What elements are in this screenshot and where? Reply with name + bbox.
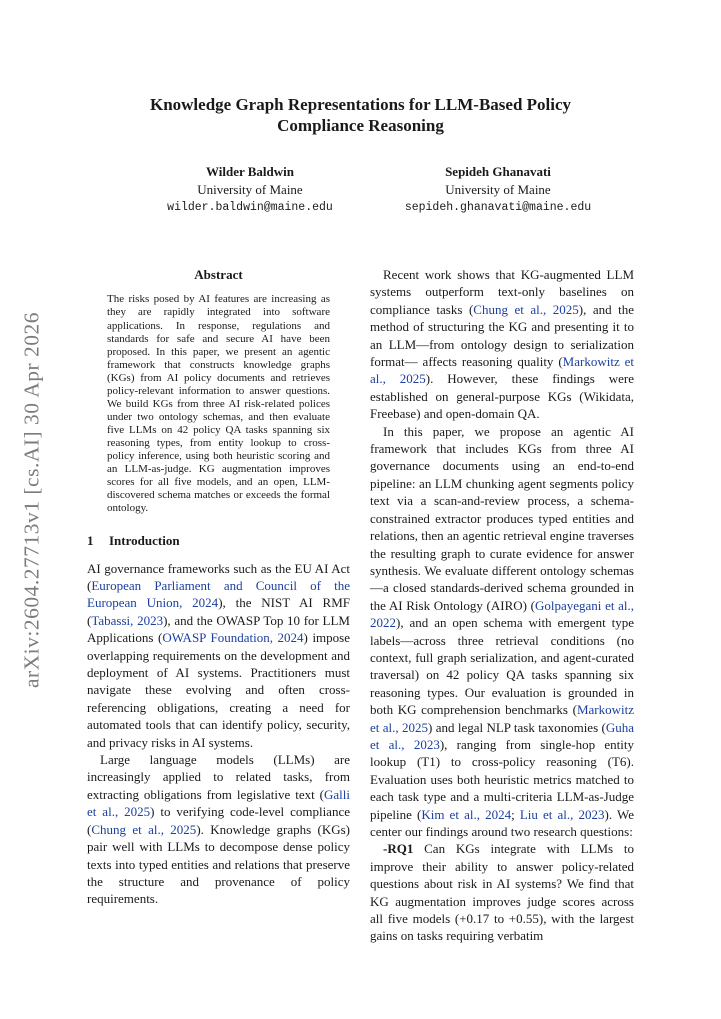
- title-line-2: Compliance Reasoning: [277, 116, 444, 135]
- author-block-2: [368, 163, 628, 217]
- paragraph-text: ), and the method of structuring the KG and presenting it to an LLM—from ontology design to serialization format— affects reasoning quality (: [370, 301, 635, 370]
- abstract-heading: Abstract: [194, 267, 243, 282]
- paragraph-text: ). However, these findings were established on general-purpose KGs (Wikidata, Freebase) and open-domain QA.: [370, 371, 634, 422]
- right-column: [370, 266, 634, 945]
- author-name: Wilder Baldwin: [205, 164, 295, 179]
- paragraph-text: ). Knowledge graphs (KGs) pair well with LLMs to decompose dense policy texts into typed entities and relations that preserve the structure and provenance of policy requirements.: [87, 821, 350, 907]
- paragraph-text: ), and the OWASP Top 10 for LLM Applications (: [87, 612, 350, 646]
- paragraph-text: ) impose overlapping requirements on the development and deployment of AI systems. Practitioners must navigate these evolving and often cross-referencing obligations, creating a need for automated tools that can identify policy, security, and privacy risks in AI systems.: [87, 630, 350, 750]
- abstract-text: The risks posed by AI features are increasing as they are rapidly integrated into software applications. In response, regulations and standards for safe and secure AI have been proposed. In this paper, we present an agentic framework that constructs knowledge graphs (KGs) from AI policy documents and retrieves policy-relevant information to answer questions. We build KGs from three AI risk-related polices under two ontology schemas, and then evaluate five LLMs on 42 policy QA tasks spanning six reasoning types, from entity lookup to cross-policy inference, using both heuristic scoring and an LLM-as-judge. KG augmentation improves scores for all five models, and an open, LLM-discovered schema matches or exceeds the formal ontology.: [107, 293, 330, 515]
- paragraph-text: ), ranging from single-hop entity lookup (T1) to cross-policy reasoning (T6). Evaluation uses both heuristic metrics matched to each task type and a multi-criteria LLM-as-Judge pipeline (: [370, 736, 634, 822]
- paragraph-text: In this paper, we propose an agentic AI framework that includes KGs from three AI governance documents using an end-to-end pipeline: an LLM chunking agent segments policy text via a scan-and-review process, a schema-constrained extractor produces typed entities and relations, then an agentic retrieval engine traverses the resulting graph to curate evidence for answer synthesis. We evaluate different ontology schemas—a closed standards-derived schema grounded in the AI Risk Ontology (AIRO) (: [370, 423, 634, 613]
- citation-link[interactable]: Golpayegani et al., 2022: [370, 597, 634, 631]
- paragraph-text: ) to verifying code-level compliance (: [87, 804, 350, 837]
- author-name: Sepideh Ghanavati: [445, 164, 551, 179]
- title-line-1: Knowledge Graph Representations for LLM-Based Policy: [149, 95, 572, 114]
- intro-paragraph-1: [87, 560, 350, 751]
- right-paragraph-1: [370, 266, 634, 423]
- citation-link[interactable]: OWASP Foundation, 2024: [162, 630, 304, 646]
- citation-link[interactable]: Kim et al., 2024: [421, 806, 512, 822]
- paragraph-text: ) and legal NLP task taxonomies (: [428, 719, 606, 735]
- section-number: 1: [87, 533, 94, 549]
- citation-link[interactable]: Chung et al., 2025: [91, 821, 197, 837]
- arxiv-identifier: arXiv:2604.27713v1 [cs.AI] 30 Apr 2026: [19, 311, 44, 689]
- paragraph-text: AI governance frameworks such as the EU AI Act (: [87, 560, 350, 594]
- citation-link[interactable]: Markowitz et al., 2025: [370, 702, 634, 735]
- paragraph-text: Recent work shows that KG-augmented LLM systems outperform text-only baselines on compliance tasks (: [370, 267, 634, 317]
- author-block-1: [120, 163, 380, 217]
- arxiv-stamp: [14, 300, 50, 700]
- citation-link[interactable]: Guha et al., 2023: [370, 719, 634, 752]
- author-affiliation: University of Maine: [445, 182, 551, 197]
- paragraph-text: Large language models (LLMs) are increasingly applied to related tasks, from extracting obligations from legislative text (: [87, 752, 350, 802]
- author-email[interactable]: sepideh.ghanavati@maine.edu: [404, 201, 592, 214]
- citation-link[interactable]: Markowitz et al., 2025: [370, 354, 635, 387]
- citation-separator: ;: [511, 806, 520, 822]
- citation-link[interactable]: Chung et al., 2025: [473, 301, 579, 317]
- rq-text: Can KGs integrate with LLMs to improve their ability to answer policy-related questions about risk in AI systems? We find that KG augmentation improves judge scores across all five models (+0.17 to +0.55), with the largest gains on tasks requiring verbatim: [370, 841, 634, 944]
- citation-link[interactable]: Galli et al., 2025: [87, 786, 350, 820]
- citation-link[interactable]: Liu et al., 2023: [519, 806, 605, 822]
- section-heading-introduction: [87, 532, 350, 549]
- paragraph-text: ). We center our findings around two research questions:: [370, 806, 634, 839]
- paragraph-text: ), and an open schema with emergent type labels—across three retrieval conditions (no context, full graph serialization, and agent-curated traversal) on 42 policy QA tasks spanning six reasoning types. Our evaluation is grounded in both KG comprehension benchmarks (: [370, 615, 634, 718]
- left-column: [87, 266, 350, 908]
- paragraph-text: ), the NIST AI RMF (: [87, 595, 351, 628]
- author-affiliation: University of Maine: [197, 182, 303, 197]
- citation-link[interactable]: Tabassi, 2023: [91, 612, 164, 628]
- intro-paragraph-2: [87, 751, 350, 908]
- right-paragraph-2: [370, 423, 634, 841]
- section-title: Introduction: [109, 533, 180, 549]
- citation-link[interactable]: European Parliament and Council of the European Union, 2024: [87, 578, 350, 611]
- paper-title: [0, 94, 721, 136]
- author-email[interactable]: wilder.baldwin@maine.edu: [167, 201, 333, 214]
- rq-label: -RQ1: [383, 841, 414, 857]
- research-question-1: [370, 840, 634, 944]
